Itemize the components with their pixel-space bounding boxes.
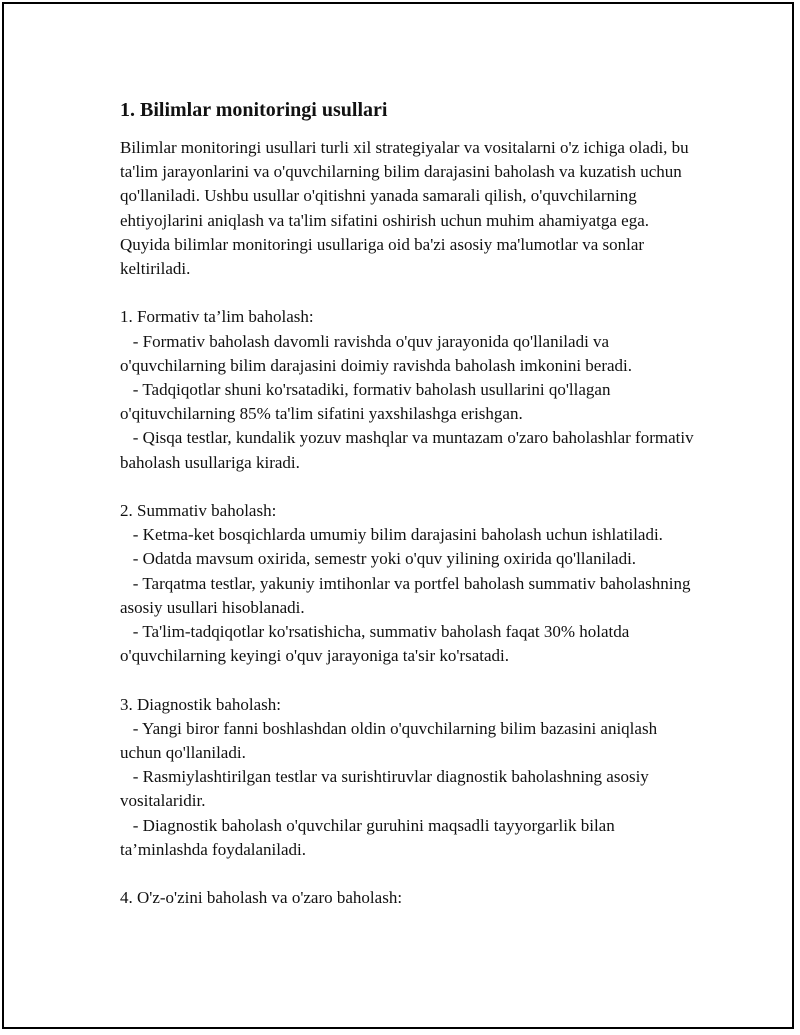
list-item: - Formativ baholash davomli ravishda o'quv jarayonida qo'llaniladi va o'quvchilarning bilim darajasini doimiy ravishda baholash imkonini beradi. [120, 331, 633, 375]
list-item: - Tadqiqotlar shuni ko'rsatadiki, formativ baholash usullarini qo'llagan o'qituvchilarning 85% ta'lim sifatini yaxshilashga erishgan. [120, 380, 615, 424]
list-item: - Diagnostik baholash o'quvchilar guruhini maqsadli tayyorgarlik bilan ta’minlashda foydalaniladi. [120, 815, 619, 859]
list-item: - Tarqatma testlar, yakuniy imtihonlar va portfel baholash summativ baholashning asosiy usullari hisoblanadi. [120, 573, 695, 617]
section-title: 3. Diagnostik baholash: [120, 694, 282, 714]
section-title: 2. Summativ baholash: [120, 501, 277, 521]
list-item: - Yangi biror fanni boshlashdan oldin o'quvchilarning bilim bazasini aniqlash uchun qo'llaniladi. [120, 718, 662, 763]
document-page [2, 2, 794, 1029]
list-item: - Rasmiylashtirilgan testlar va surishtiruvlar diagnostik baholashning asosiy vositalaridir. [120, 767, 654, 811]
list-item: - Odatda mavsum oxirida, semestr yoki o'quv yilining oxirida qo'llaniladi. [120, 549, 637, 569]
section-title: 4. O'z-o'zini baholash va o'zaro baholash: [120, 888, 403, 908]
section-heading: 1. Bilimlar monitoringi usullari [120, 99, 388, 121]
list-item: - Ketma-ket bosqichlarda umumiy bilim darajasini baholash uchun ishlatiladi. [120, 525, 663, 545]
list-item: - Ta'lim-tadqiqotlar ko'rsatishicha, summativ baholash faqat 30% holatda o'quvchilarning keyingi o'quv jarayoniga ta'sir ko'rsatadi. [120, 622, 634, 666]
section-formative [120, 305, 700, 474]
section-diagnostic [120, 693, 700, 862]
section-self-assessment [120, 886, 700, 910]
section-summative [120, 499, 700, 668]
intro-paragraph: Bilimlar monitoringi usullari turli xil strategiyalar va vositalarni o'z ichiga oladi, bu ta'lim jarayonlarini va o'quvchilarning bilim darajasini baholash va kuzatish uchun qo'llaniladi. Ushbu usullar o'qitishni yanada samarali qilish, o'quvchilarning ehtiyojlarini aniqlash va ta'lim sifatini oshirish uchun muhim ahamiyatga ega. Quyida bilimlar monitoringi usullariga oid ba'zi asosiy ma'lumotlar va sonlar keltiriladi. [120, 138, 689, 279]
section-title: 1. Formativ ta’lim baholash: [120, 307, 314, 327]
list-item: - Qisqa testlar, kundalik yozuv mashqlar va muntazam o'zaro baholashlar formativ baholash usullariga kiradi. [120, 428, 698, 472]
document-content [120, 96, 700, 910]
